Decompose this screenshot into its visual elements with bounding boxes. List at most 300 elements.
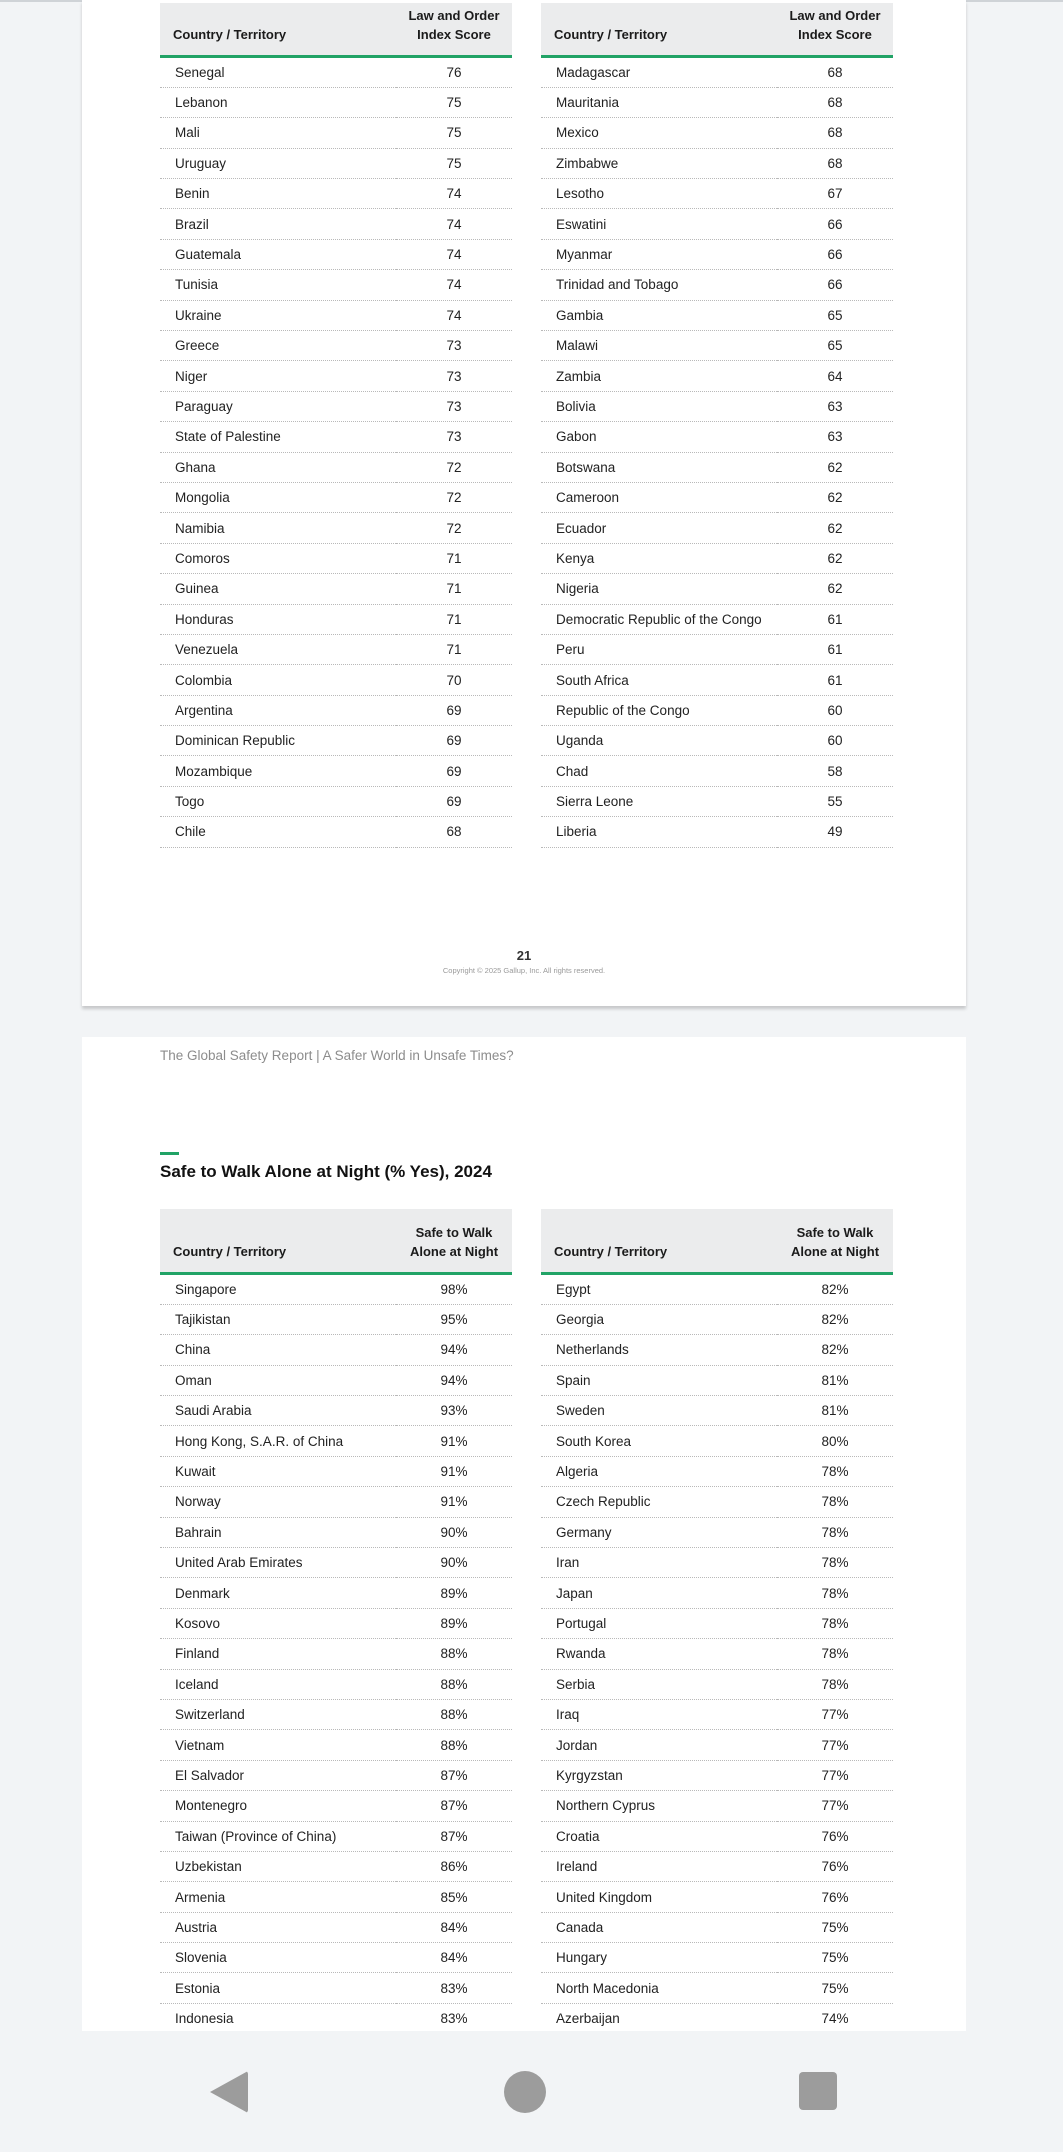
table-row	[160, 1548, 512, 1578]
value-cell: 83%	[396, 2003, 512, 2033]
country-cell: Benin	[160, 179, 396, 209]
column-header-country: Country / Territory	[541, 3, 777, 56]
value-cell: 75	[396, 118, 512, 148]
column-header-score: Law and Order Index Score	[777, 3, 893, 56]
country-cell: South Africa	[541, 665, 777, 695]
table-row	[541, 1699, 893, 1729]
table-row	[160, 56, 512, 87]
country-cell: Myanmar	[541, 239, 777, 269]
country-cell: Taiwan (Province of China)	[160, 1821, 396, 1851]
country-cell: Ukraine	[160, 300, 396, 330]
country-cell: Venezuela	[160, 634, 396, 664]
value-cell: 87%	[396, 1791, 512, 1821]
country-cell: Netherlands	[541, 1335, 777, 1365]
table-row	[541, 1548, 893, 1578]
table-row	[541, 1912, 893, 1942]
value-cell: 76%	[777, 1851, 893, 1881]
value-cell: 62	[777, 574, 893, 604]
value-cell: 65	[777, 300, 893, 330]
value-cell: 69	[396, 695, 512, 725]
country-cell: Japan	[541, 1578, 777, 1608]
value-cell: 55	[777, 786, 893, 816]
value-cell: 90%	[396, 1548, 512, 1578]
value-cell: 98%	[396, 1273, 512, 1304]
value-cell: 73	[396, 331, 512, 361]
table-row	[160, 1699, 512, 1729]
value-cell: 91%	[396, 1487, 512, 1517]
country-cell: Rwanda	[541, 1639, 777, 1669]
table-row	[160, 361, 512, 391]
country-cell: Croatia	[541, 1821, 777, 1851]
column-header-safe-walk: Safe to Walk Alone at Night	[777, 1209, 893, 1273]
value-cell: 75	[396, 87, 512, 117]
back-triangle-icon[interactable]	[210, 2071, 248, 2113]
country-cell: Botswana	[541, 452, 777, 482]
table-row	[541, 1882, 893, 1912]
country-cell: Kyrgyzstan	[541, 1760, 777, 1790]
value-cell: 84%	[396, 1943, 512, 1973]
country-cell: Bahrain	[160, 1517, 396, 1547]
table-row	[541, 482, 893, 512]
value-cell: 87%	[396, 1760, 512, 1790]
table-row	[541, 1608, 893, 1638]
value-cell: 88%	[396, 1639, 512, 1669]
country-cell: Gabon	[541, 422, 777, 452]
table-row	[160, 148, 512, 178]
table-body	[160, 56, 512, 847]
value-cell: 71	[396, 604, 512, 634]
table-row	[160, 87, 512, 117]
table-body	[541, 1273, 893, 2034]
country-cell: United Arab Emirates	[160, 1548, 396, 1578]
value-cell: 49	[777, 817, 893, 847]
table-row	[160, 2003, 512, 2033]
table-row	[160, 331, 512, 361]
value-cell: 78%	[777, 1639, 893, 1669]
law-order-table-left	[160, 3, 512, 848]
value-cell: 95%	[396, 1304, 512, 1334]
table-row	[160, 482, 512, 512]
table-row	[160, 452, 512, 482]
country-cell: Iceland	[160, 1669, 396, 1699]
value-cell: 78%	[777, 1456, 893, 1486]
table-row	[541, 1791, 893, 1821]
table-row	[160, 1517, 512, 1547]
country-cell: Tajikistan	[160, 1304, 396, 1334]
value-cell: 77%	[777, 1760, 893, 1790]
country-cell: Zambia	[541, 361, 777, 391]
value-cell: 66	[777, 209, 893, 239]
value-cell: 61	[777, 665, 893, 695]
recents-square-icon[interactable]	[799, 2072, 837, 2110]
country-cell: China	[160, 1335, 396, 1365]
country-cell: Chile	[160, 817, 396, 847]
column-header-country: Country / Territory	[160, 3, 396, 56]
value-cell: 75%	[777, 1943, 893, 1973]
country-cell: Namibia	[160, 513, 396, 543]
value-cell: 78%	[777, 1517, 893, 1547]
value-cell: 80%	[777, 1426, 893, 1456]
table-row	[160, 543, 512, 573]
value-cell: 77%	[777, 1699, 893, 1729]
country-cell: Hong Kong, S.A.R. of China	[160, 1426, 396, 1456]
value-cell: 60	[777, 695, 893, 725]
country-cell: Mexico	[541, 118, 777, 148]
table-row	[541, 361, 893, 391]
value-cell: 75%	[777, 1973, 893, 2003]
value-cell: 72	[396, 482, 512, 512]
table-row	[160, 817, 512, 847]
country-cell: Ecuador	[541, 513, 777, 543]
table-row	[160, 1821, 512, 1851]
country-cell: Democratic Republic of the Congo	[541, 604, 777, 634]
value-cell: 62	[777, 543, 893, 573]
table-row	[541, 1335, 893, 1365]
value-cell: 68	[396, 817, 512, 847]
value-cell: 67	[777, 179, 893, 209]
value-cell: 89%	[396, 1578, 512, 1608]
table-row	[160, 1365, 512, 1395]
value-cell: 78%	[777, 1608, 893, 1638]
country-cell: Algeria	[541, 1456, 777, 1486]
table-row	[541, 270, 893, 300]
country-cell: Uzbekistan	[160, 1851, 396, 1881]
table-row	[541, 1639, 893, 1669]
value-cell: 76%	[777, 1821, 893, 1851]
country-cell: United Kingdom	[541, 1882, 777, 1912]
table-row	[160, 1578, 512, 1608]
value-cell: 88%	[396, 1730, 512, 1760]
table-row	[160, 1396, 512, 1426]
country-cell: Ghana	[160, 452, 396, 482]
table-row	[541, 604, 893, 634]
value-cell: 93%	[396, 1396, 512, 1426]
value-cell: 62	[777, 513, 893, 543]
country-cell: Indonesia	[160, 2003, 396, 2033]
country-cell: El Salvador	[160, 1760, 396, 1790]
country-cell: Iran	[541, 1548, 777, 1578]
country-cell: Gambia	[541, 300, 777, 330]
value-cell: 91%	[396, 1456, 512, 1486]
country-cell: Senegal	[160, 56, 396, 87]
value-cell: 75	[396, 148, 512, 178]
value-cell: 68	[777, 118, 893, 148]
table-row	[160, 1882, 512, 1912]
value-cell: 74%	[777, 2003, 893, 2033]
table-row	[541, 239, 893, 269]
value-cell: 73	[396, 361, 512, 391]
value-cell: 91%	[396, 1426, 512, 1456]
value-cell: 90%	[396, 1517, 512, 1547]
country-cell: Canada	[541, 1912, 777, 1942]
value-cell: 78%	[777, 1578, 893, 1608]
table-row	[541, 118, 893, 148]
table-row	[160, 422, 512, 452]
country-cell: Peru	[541, 634, 777, 664]
country-cell: Guinea	[160, 574, 396, 604]
safe-walk-table-left	[160, 1209, 512, 2034]
value-cell: 87%	[396, 1821, 512, 1851]
table-row	[160, 786, 512, 816]
country-cell: Lebanon	[160, 87, 396, 117]
value-cell: 74	[396, 209, 512, 239]
value-cell: 75%	[777, 1912, 893, 1942]
value-cell: 58	[777, 756, 893, 786]
country-cell: Singapore	[160, 1273, 396, 1304]
table-row	[541, 1273, 893, 1304]
table-row	[160, 1273, 512, 1304]
value-cell: 68	[777, 148, 893, 178]
table-row	[541, 452, 893, 482]
country-cell: Estonia	[160, 1973, 396, 2003]
value-cell: 66	[777, 239, 893, 269]
table-row	[541, 331, 893, 361]
value-cell: 74	[396, 239, 512, 269]
country-cell: Trinidad and Tobago	[541, 270, 777, 300]
table-row	[541, 300, 893, 330]
value-cell: 63	[777, 391, 893, 421]
column-header-safe-walk: Safe to Walk Alone at Night	[396, 1209, 512, 1273]
country-cell: Armenia	[160, 1882, 396, 1912]
table-row	[541, 756, 893, 786]
table-row	[541, 1669, 893, 1699]
table-row	[541, 1517, 893, 1547]
country-cell: Georgia	[541, 1304, 777, 1334]
country-cell: Niger	[160, 361, 396, 391]
table-row	[160, 300, 512, 330]
value-cell: 62	[777, 482, 893, 512]
table-row	[541, 1943, 893, 1973]
table-row	[160, 1791, 512, 1821]
country-cell: Ireland	[541, 1851, 777, 1881]
table-row	[160, 1335, 512, 1365]
table-row	[160, 391, 512, 421]
country-cell: Comoros	[160, 543, 396, 573]
table-row	[541, 1760, 893, 1790]
country-cell: Republic of the Congo	[541, 695, 777, 725]
table-row	[160, 209, 512, 239]
value-cell: 71	[396, 543, 512, 573]
table-row	[541, 179, 893, 209]
table-row	[160, 1608, 512, 1638]
country-cell: Madagascar	[541, 56, 777, 87]
value-cell: 82%	[777, 1273, 893, 1304]
table-row	[160, 574, 512, 604]
table-row	[160, 726, 512, 756]
country-cell: Honduras	[160, 604, 396, 634]
value-cell: 64	[777, 361, 893, 391]
value-cell: 77%	[777, 1730, 893, 1760]
country-cell: Portugal	[541, 1608, 777, 1638]
table-row	[541, 574, 893, 604]
value-cell: 74	[396, 179, 512, 209]
table-row	[541, 1973, 893, 2003]
table-row	[541, 2003, 893, 2033]
value-cell: 60	[777, 726, 893, 756]
country-cell: Mongolia	[160, 482, 396, 512]
table-row	[160, 1426, 512, 1456]
safe-walk-table-right	[541, 1209, 893, 2034]
table-row	[160, 1760, 512, 1790]
table-row	[160, 604, 512, 634]
table-row	[160, 239, 512, 269]
value-cell: 88%	[396, 1669, 512, 1699]
country-cell: Liberia	[541, 817, 777, 847]
table-row	[541, 1821, 893, 1851]
table-row	[160, 1304, 512, 1334]
table-row	[160, 1912, 512, 1942]
country-cell: Eswatini	[541, 209, 777, 239]
country-cell: Jordan	[541, 1730, 777, 1760]
value-cell: 69	[396, 726, 512, 756]
table-row	[541, 391, 893, 421]
country-cell: Brazil	[160, 209, 396, 239]
value-cell: 81%	[777, 1396, 893, 1426]
value-cell: 69	[396, 756, 512, 786]
table-row	[541, 726, 893, 756]
table-row	[541, 695, 893, 725]
country-cell: Norway	[160, 1487, 396, 1517]
value-cell: 73	[396, 391, 512, 421]
table-row	[541, 665, 893, 695]
table-row	[541, 1730, 893, 1760]
value-cell: 68	[777, 87, 893, 117]
country-cell: Bolivia	[541, 391, 777, 421]
value-cell: 70	[396, 665, 512, 695]
country-cell: Oman	[160, 1365, 396, 1395]
table-row	[541, 422, 893, 452]
table-row	[541, 513, 893, 543]
country-cell: Kuwait	[160, 1456, 396, 1486]
section-title: Safe to Walk Alone at Night (% Yes), 2024	[160, 1162, 492, 1181]
value-cell: 65	[777, 331, 893, 361]
country-cell: Hungary	[541, 1943, 777, 1973]
table-row	[160, 1639, 512, 1669]
running-header: The Global Safety Report | A Safer World in Unsafe Times?	[160, 1048, 514, 1063]
table-row	[541, 1578, 893, 1608]
value-cell: 73	[396, 422, 512, 452]
country-cell: Greece	[160, 331, 396, 361]
country-cell: Sweden	[541, 1396, 777, 1426]
value-cell: 61	[777, 604, 893, 634]
country-cell: Togo	[160, 786, 396, 816]
country-cell: Uruguay	[160, 148, 396, 178]
country-cell: Mauritania	[541, 87, 777, 117]
country-cell: Spain	[541, 1365, 777, 1395]
country-cell: Switzerland	[160, 1699, 396, 1729]
country-cell: South Korea	[541, 1426, 777, 1456]
value-cell: 77%	[777, 1791, 893, 1821]
law-order-table-right	[541, 3, 893, 848]
table-row	[160, 179, 512, 209]
table-row	[541, 56, 893, 87]
document-page-21[interactable]	[82, 0, 966, 1006]
column-header-country: Country / Territory	[541, 1209, 777, 1273]
country-cell: Malawi	[541, 331, 777, 361]
country-cell: Kosovo	[160, 1608, 396, 1638]
table-row	[541, 1304, 893, 1334]
table-row	[541, 209, 893, 239]
table-row	[541, 1396, 893, 1426]
table-row	[160, 270, 512, 300]
country-cell: Lesotho	[541, 179, 777, 209]
country-cell: Argentina	[160, 695, 396, 725]
table-row	[160, 1943, 512, 1973]
country-cell: Denmark	[160, 1578, 396, 1608]
value-cell: 78%	[777, 1548, 893, 1578]
value-cell: 63	[777, 422, 893, 452]
table-body	[541, 56, 893, 847]
country-cell: Chad	[541, 756, 777, 786]
table-row	[541, 87, 893, 117]
table-row	[160, 513, 512, 543]
value-cell: 85%	[396, 1882, 512, 1912]
value-cell: 86%	[396, 1851, 512, 1881]
value-cell: 83%	[396, 1973, 512, 2003]
table-row	[160, 118, 512, 148]
country-cell: Zimbabwe	[541, 148, 777, 178]
table-row	[160, 634, 512, 664]
country-cell: Montenegro	[160, 1791, 396, 1821]
country-cell: Mali	[160, 118, 396, 148]
home-circle-icon[interactable]	[504, 2071, 546, 2113]
table-row	[160, 1730, 512, 1760]
page-number: 21	[516, 948, 532, 963]
country-cell: Czech Republic	[541, 1487, 777, 1517]
country-cell: Egypt	[541, 1273, 777, 1304]
value-cell: 89%	[396, 1608, 512, 1638]
value-cell: 74	[396, 270, 512, 300]
table-row	[541, 1851, 893, 1881]
country-cell: Nigeria	[541, 574, 777, 604]
column-header-country: Country / Territory	[160, 1209, 396, 1273]
table-row	[541, 148, 893, 178]
country-cell: Northern Cyprus	[541, 1791, 777, 1821]
country-cell: Colombia	[160, 665, 396, 695]
table-row	[541, 817, 893, 847]
copyright-notice: Copyright © 2025 Gallup, Inc. All rights reserved.	[442, 966, 606, 975]
value-cell: 94%	[396, 1335, 512, 1365]
value-cell: 68	[777, 56, 893, 87]
table-body	[160, 1273, 512, 2034]
column-header-score: Law and Order Index Score	[396, 3, 512, 56]
value-cell: 78%	[777, 1669, 893, 1699]
country-cell: Mozambique	[160, 756, 396, 786]
country-cell: Dominican Republic	[160, 726, 396, 756]
country-cell: Iraq	[541, 1699, 777, 1729]
country-cell: Vietnam	[160, 1730, 396, 1760]
value-cell: 76	[396, 56, 512, 87]
country-cell: North Macedonia	[541, 1973, 777, 2003]
country-cell: State of Palestine	[160, 422, 396, 452]
value-cell: 74	[396, 300, 512, 330]
table-row	[541, 543, 893, 573]
table-row	[160, 1851, 512, 1881]
table-row	[541, 1365, 893, 1395]
table-row	[160, 1669, 512, 1699]
value-cell: 72	[396, 513, 512, 543]
country-cell: Paraguay	[160, 391, 396, 421]
country-cell: Cameroon	[541, 482, 777, 512]
table-row	[541, 1456, 893, 1486]
table-row	[541, 634, 893, 664]
country-cell: Slovenia	[160, 1943, 396, 1973]
value-cell: 76%	[777, 1882, 893, 1912]
value-cell: 88%	[396, 1699, 512, 1729]
country-cell: Austria	[160, 1912, 396, 1942]
country-cell: Kenya	[541, 543, 777, 573]
value-cell: 71	[396, 634, 512, 664]
